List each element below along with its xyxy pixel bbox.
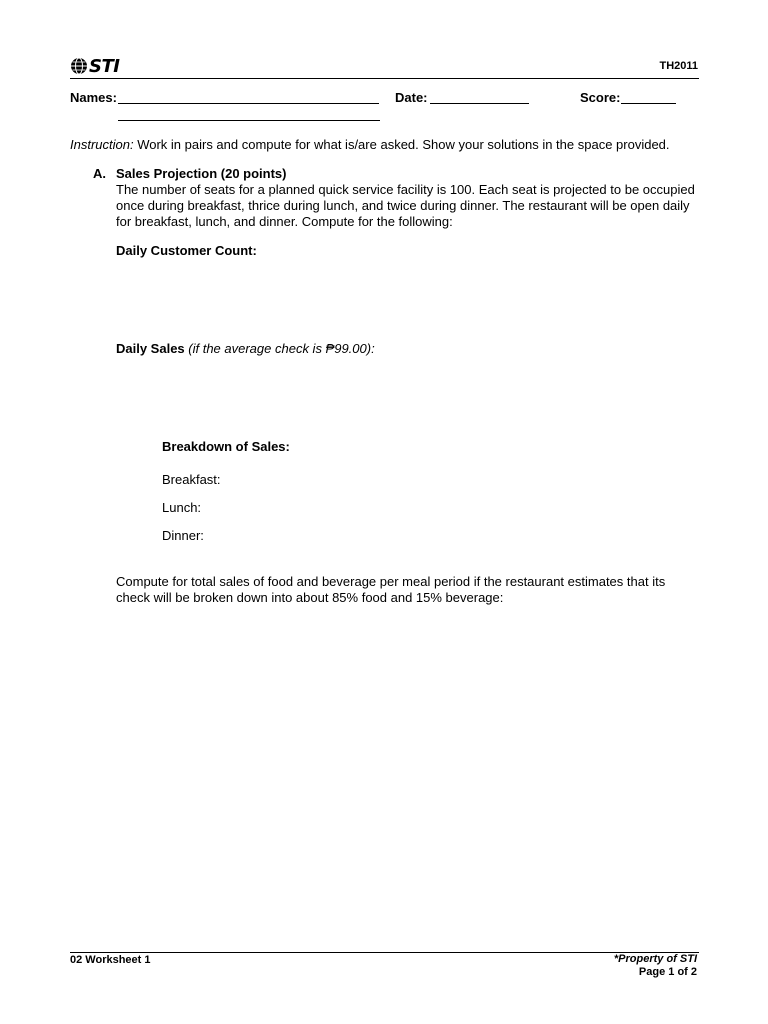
section-a-title: Sales Projection (20 points) <box>116 166 287 181</box>
dinner-label: Dinner: <box>162 528 204 543</box>
header-rule <box>70 78 699 79</box>
daily-sales-note: (if the average check is ₱99.00): <box>184 341 375 356</box>
section-a-paragraph: The number of seats for a planned quick service facility is 100. Each seat is projected to be occupied once during breakfast, thrice during lunch, and twice during dinner. The restaurant will be open daily for breakfast, lunch, and dinner. Compute for the following: <box>116 182 695 229</box>
daily-customer-count-label: Daily Customer Count: <box>116 243 257 258</box>
footer-worksheet: 02 Worksheet 1 <box>70 954 151 966</box>
section-a-marker: A. <box>93 166 106 181</box>
date-field-line[interactable] <box>430 103 529 104</box>
names-field-line-2[interactable] <box>118 120 380 121</box>
globe-icon <box>70 57 88 75</box>
logo-text: STI <box>89 55 120 77</box>
course-code: TH2011 <box>659 60 698 72</box>
breakfast-label: Breakfast: <box>162 472 221 487</box>
names-field-line-1[interactable] <box>118 103 379 104</box>
names-label: Names: <box>70 90 117 105</box>
score-field-line[interactable] <box>621 103 676 104</box>
footer-rule <box>70 952 699 953</box>
lunch-label: Lunch: <box>162 500 202 515</box>
footer-property: *Property of STI <box>613 953 697 965</box>
instruction-label: Instruction: <box>70 137 134 152</box>
daily-sales-label <box>116 341 375 357</box>
instruction <box>70 137 700 153</box>
sti-logo <box>70 55 130 77</box>
daily-sales-title: Daily Sales <box>116 341 185 356</box>
footer-page: Page 1 of 2 <box>638 966 697 978</box>
score-label: Score: <box>580 90 621 105</box>
food-beverage-text: Compute for total sales of food and beverage per meal period if the restaurant estimates that its check will be broken down into about 85% food and 15% beverage: <box>116 574 666 605</box>
instruction-text: Work in pairs and compute for what is/are asked. Show your solutions in the space provided. <box>133 137 670 152</box>
date-label: Date: <box>395 90 428 105</box>
footer-right <box>614 953 697 979</box>
breakdown-title: Breakdown of Sales: <box>162 439 290 454</box>
